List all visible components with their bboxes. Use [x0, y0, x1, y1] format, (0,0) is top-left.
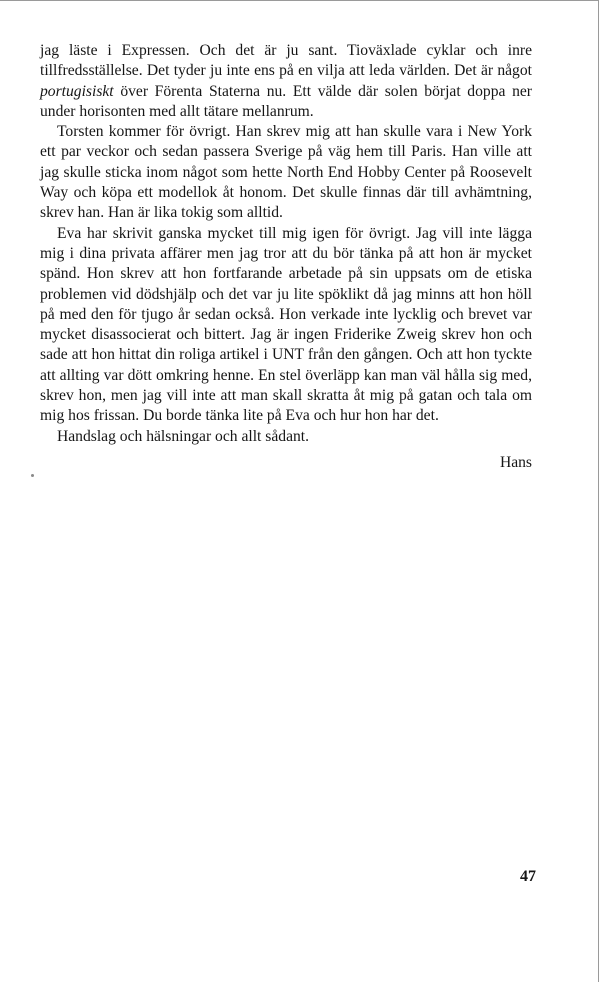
margin-mark [31, 474, 34, 477]
paragraph-4: Handslag och hälsningar och allt sådant. [57, 427, 310, 445]
paragraph-1-text-before: jag läste i Expressen. Och det är ju sant. Tioväxlade cyklar och inre tillfredsställelse. Det tyder ju inte ens på en vilja att leda världen. Det är något [40, 42, 532, 80]
paragraph-1 [40, 41, 532, 122]
page-number: 47 [520, 868, 536, 885]
signature: Hans [499, 453, 532, 471]
letter-body [40, 41, 532, 473]
paragraph-1-text-after: över Förenta Staterna nu. Ett välde där solen börjat doppa ner under horisonten med allt tätare mellanrum. [40, 82, 532, 120]
paragraph-3: Eva har skrivit ganska mycket till mig igen för övrigt. Jag vill inte lägga mig i dina privata affärer men jag tror att du bör tänka på att hon är mycket spänd. Hon skrev att hon fortfarande arbetade på sin uppsats om de etiska problemen vid dödshjälp och det var ju lite spöklikt då jag minns att hon höll på med den för tjugo år sedan också. Hon verkade inte lycklig och brevet var mycket disassocierat och bittert. Jag är ingen Friderike Zweig skrev hon och sade att hon hittat din roliga artikel i UNT från den gången. Och att hon tyckte att allting var dött omkring henne. En stel överläpp kan man väl hålla sig med, skrev hon, men jag vill inte att man skall skratta åt mig på gatan och tala om mig hos frissan. Du borde tänka lite på Eva och hur hon har det. [40, 224, 532, 425]
paragraph-2: Torsten kommer för övrigt. Han skrev mig att han skulle vara i New York ett par veckor och sedan passera Sverige på väg hem till Paris. Han ville att jag skulle sticka inom något som hette North End Hobby Center på Roosevelt Way och köpa ett modellok åt honom. Det skulle finnas där till avhämtning, skrev han. Han är lika tokig som alltid. [40, 123, 532, 222]
emphasized-word: portugisiskt [40, 82, 114, 100]
